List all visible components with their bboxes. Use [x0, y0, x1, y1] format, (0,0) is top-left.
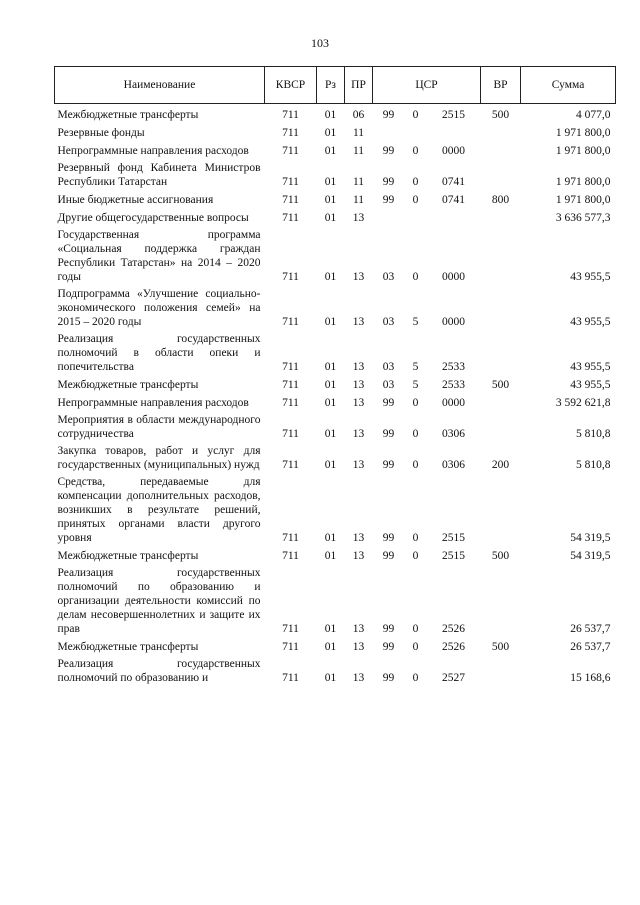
table-row: [55, 374, 616, 392]
row-name: Межбюджетные трансферты: [57, 108, 199, 121]
table-row: [55, 189, 616, 207]
row-rz: 01: [324, 270, 337, 283]
header-vr: ВР: [481, 67, 521, 104]
row-csr-direction: 0741: [442, 193, 466, 206]
row-csr-subprogram: 0: [412, 144, 419, 157]
row-vr: [481, 140, 521, 158]
header-csr: ЦСР: [373, 67, 481, 104]
row-name: Мероприятия в области международного сотрудничества: [57, 413, 261, 440]
row-rz: 01: [324, 315, 337, 328]
table-row: [55, 122, 616, 140]
row-kvsr: 711: [282, 378, 299, 391]
header-sum: Сумма: [521, 67, 616, 104]
row-csr-subprogram: 0: [412, 549, 419, 562]
row-pr: 13: [352, 360, 365, 373]
row-sum: 54 319,5: [570, 549, 611, 562]
row-csr-direction: 0000: [442, 270, 466, 283]
row-vr: 500: [491, 640, 510, 653]
table-row: [55, 654, 616, 685]
row-csr-subprogram: [405, 207, 427, 225]
row-name: Другие общегосударственные вопросы: [57, 211, 249, 224]
row-csr-subprogram: 5: [412, 315, 419, 328]
row-csr-program: 99: [382, 640, 395, 653]
page-number: 103: [311, 36, 329, 50]
row-name: Реализация государственных полномочий в области опеки и попечительства: [57, 332, 261, 373]
table-row: [55, 284, 616, 329]
table-header: [55, 67, 616, 104]
row-sum: 5 810,8: [576, 427, 611, 440]
row-csr-direction: 0000: [442, 396, 466, 409]
row-rz: 01: [324, 671, 337, 684]
row-csr-subprogram: 0: [412, 396, 419, 409]
table-row: [55, 563, 616, 636]
table-row: [55, 104, 616, 122]
row-sum: 54 319,5: [570, 531, 611, 544]
row-name: Непрограммные направления расходов: [57, 144, 249, 157]
row-csr-program: [373, 207, 405, 225]
row-vr: [481, 158, 521, 189]
row-csr-program: 03: [382, 378, 395, 391]
row-pr: 13: [352, 640, 365, 653]
row-csr-program: 99: [382, 549, 395, 562]
row-rz: 01: [324, 549, 337, 562]
row-vr: [481, 122, 521, 140]
row-csr-program: [373, 122, 405, 140]
row-csr-program: 99: [382, 193, 395, 206]
row-csr-program: 99: [382, 458, 395, 471]
row-sum: 43 955,5: [570, 315, 611, 328]
row-pr: 13: [352, 427, 365, 440]
row-sum: 3 592 621,8: [555, 396, 611, 409]
table-row: [55, 392, 616, 410]
row-csr-program: 99: [382, 531, 395, 544]
row-pr: 13: [352, 211, 365, 224]
row-pr: 11: [352, 126, 365, 139]
table-row: [55, 329, 616, 374]
row-csr-direction: 2515: [442, 108, 466, 121]
table-row: [55, 545, 616, 563]
row-pr: 13: [352, 458, 365, 471]
row-rz: 01: [324, 427, 337, 440]
row-csr-direction: 0306: [442, 458, 466, 471]
row-csr-subprogram: 0: [412, 640, 419, 653]
table-row: [55, 410, 616, 441]
row-rz: 01: [324, 144, 337, 157]
row-name: Непрограммные направления расходов: [57, 396, 249, 409]
row-csr-subprogram: 0: [412, 458, 419, 471]
row-rz: 01: [324, 396, 337, 409]
row-csr-direction: 0741: [442, 175, 466, 188]
row-csr-program: 99: [382, 144, 395, 157]
row-name: Средства, передаваемые для компенсации дополнительных расходов, возникших в результате решений, принятых органами власти другого уровня: [57, 475, 261, 544]
row-pr: 13: [352, 270, 365, 283]
row-name: Резервные фонды: [57, 126, 145, 139]
row-sum: 1 971 800,0: [555, 126, 611, 139]
row-pr: 13: [352, 315, 365, 328]
row-name: Закупка товаров, работ и услуг для государственных (муниципальных) нужд: [57, 444, 261, 471]
row-csr-subprogram: [405, 122, 427, 140]
row-csr-subprogram: 0: [412, 622, 419, 635]
row-csr-direction: [427, 207, 481, 225]
row-kvsr: 711: [282, 270, 299, 283]
row-csr-subprogram: 0: [412, 108, 419, 121]
row-sum: 26 537,7: [570, 640, 611, 653]
row-sum: 15 168,6: [570, 671, 611, 684]
row-kvsr: 711: [282, 671, 299, 684]
row-pr: 11: [352, 144, 365, 157]
row-sum: 1 971 800,0: [555, 144, 611, 157]
row-vr: 800: [491, 193, 510, 206]
table-row: [55, 441, 616, 472]
row-csr-direction: 2515: [442, 531, 466, 544]
table-row: [55, 158, 616, 189]
row-vr: [481, 563, 521, 636]
row-name: Реализация государственных полномочий по образованию и: [57, 657, 261, 684]
row-pr: 11: [352, 193, 365, 206]
row-sum: 43 955,5: [570, 270, 611, 283]
table-body: [55, 104, 616, 685]
row-csr-subprogram: 0: [412, 671, 419, 684]
row-csr-program: 99: [382, 622, 395, 635]
row-sum: 5 810,8: [576, 458, 611, 471]
row-vr: [481, 329, 521, 374]
row-kvsr: 711: [282, 640, 299, 653]
row-kvsr: 711: [282, 549, 299, 562]
row-sum: 3 636 577,3: [555, 211, 611, 224]
row-csr-program: 99: [382, 108, 395, 121]
row-kvsr: 711: [282, 315, 299, 328]
row-vr: [481, 392, 521, 410]
table-row: [55, 636, 616, 654]
row-csr-direction: 0000: [442, 144, 466, 157]
row-name: Государственная программа «Социальная поддержка граждан Республики Татарстан» на 2014 – 2020 годы: [57, 228, 261, 283]
row-vr: [481, 472, 521, 545]
row-vr: [481, 410, 521, 441]
row-pr: 13: [352, 531, 365, 544]
row-csr-program: 99: [382, 427, 395, 440]
row-csr-subprogram: 0: [412, 193, 419, 206]
row-kvsr: 711: [282, 211, 299, 224]
row-rz: 01: [324, 211, 337, 224]
row-rz: 01: [324, 640, 337, 653]
row-vr: [481, 207, 521, 225]
row-kvsr: 711: [282, 427, 299, 440]
row-kvsr: 711: [282, 144, 299, 157]
row-sum: 43 955,5: [570, 378, 611, 391]
row-vr: 500: [491, 378, 510, 391]
header-kvsr: КВСР: [265, 67, 317, 104]
row-rz: 01: [324, 175, 337, 188]
table-row: [55, 140, 616, 158]
budget-table-container: [54, 66, 615, 685]
row-sum: 4 077,0: [576, 108, 611, 121]
table-row: [55, 472, 616, 545]
row-csr-program: 99: [382, 175, 395, 188]
row-vr: [481, 284, 521, 329]
budget-table: [54, 66, 616, 685]
row-csr-direction: [427, 122, 481, 140]
row-rz: 01: [324, 531, 337, 544]
row-rz: 01: [324, 193, 337, 206]
row-csr-subprogram: 5: [412, 378, 419, 391]
row-csr-subprogram: 0: [412, 175, 419, 188]
row-rz: 01: [324, 108, 337, 121]
row-rz: 01: [324, 458, 337, 471]
row-pr: 06: [352, 108, 365, 121]
row-kvsr: 711: [282, 193, 299, 206]
row-rz: 01: [324, 378, 337, 391]
row-pr: 11: [352, 175, 365, 188]
row-kvsr: 711: [282, 531, 299, 544]
row-csr-direction: 2527: [442, 671, 466, 684]
row-csr-program: 99: [382, 671, 395, 684]
row-kvsr: 711: [282, 360, 299, 373]
row-name: Подпрограмма «Улучшение социально-экономического положения семей» на 2015 – 2020 годы: [57, 287, 261, 328]
row-vr: 500: [491, 108, 510, 121]
row-kvsr: 711: [282, 622, 299, 635]
row-vr: [481, 654, 521, 685]
row-kvsr: 711: [282, 396, 299, 409]
row-rz: 01: [324, 622, 337, 635]
row-sum: 26 537,7: [570, 622, 611, 635]
row-csr-direction: 0306: [442, 427, 466, 440]
row-name: Иные бюджетные ассигнования: [57, 193, 214, 206]
row-kvsr: 711: [282, 126, 299, 139]
row-csr-program: 03: [382, 360, 395, 373]
row-pr: 13: [352, 622, 365, 635]
row-name: Межбюджетные трансферты: [57, 549, 199, 562]
row-pr: 13: [352, 396, 365, 409]
row-vr: 500: [491, 549, 510, 562]
row-csr-subprogram: 0: [412, 270, 419, 283]
row-pr: 13: [352, 378, 365, 391]
row-pr: 13: [352, 671, 365, 684]
row-vr: [481, 225, 521, 284]
row-vr: 200: [491, 458, 510, 471]
row-csr-program: 03: [382, 315, 395, 328]
row-name: Межбюджетные трансферты: [57, 378, 199, 391]
row-sum: 1 971 800,0: [555, 175, 611, 188]
row-csr-direction: 2533: [442, 360, 466, 373]
row-kvsr: 711: [282, 458, 299, 471]
row-kvsr: 711: [282, 175, 299, 188]
header-name: Наименование: [55, 67, 265, 104]
row-name: Межбюджетные трансферты: [57, 640, 199, 653]
row-csr-direction: 0000: [442, 315, 466, 328]
row-csr-direction: 2515: [442, 549, 466, 562]
row-csr-program: 99: [382, 396, 395, 409]
row-name: Реализация государственных полномочий по образованию и организации деятельности комиссий по делам несовершеннолетних и защите их прав: [57, 566, 261, 635]
row-csr-subprogram: 0: [412, 531, 419, 544]
row-csr-program: 03: [382, 270, 395, 283]
row-csr-direction: 2533: [442, 378, 466, 391]
row-sum: 43 955,5: [570, 360, 611, 373]
table-row: [55, 207, 616, 225]
row-rz: 01: [324, 360, 337, 373]
row-kvsr: 711: [282, 108, 299, 121]
table-row: [55, 225, 616, 284]
row-csr-subprogram: 5: [412, 360, 419, 373]
row-sum: 1 971 800,0: [555, 193, 611, 206]
row-csr-subprogram: 0: [412, 427, 419, 440]
header-rz: Рз: [317, 67, 345, 104]
row-name: Резервный фонд Кабинета Министров Республики Татарстан: [57, 161, 261, 188]
row-rz: 01: [324, 126, 337, 139]
row-csr-direction: 2526: [442, 622, 466, 635]
row-csr-direction: 2526: [442, 640, 466, 653]
row-pr: 13: [352, 549, 365, 562]
header-pr: ПР: [345, 67, 373, 104]
